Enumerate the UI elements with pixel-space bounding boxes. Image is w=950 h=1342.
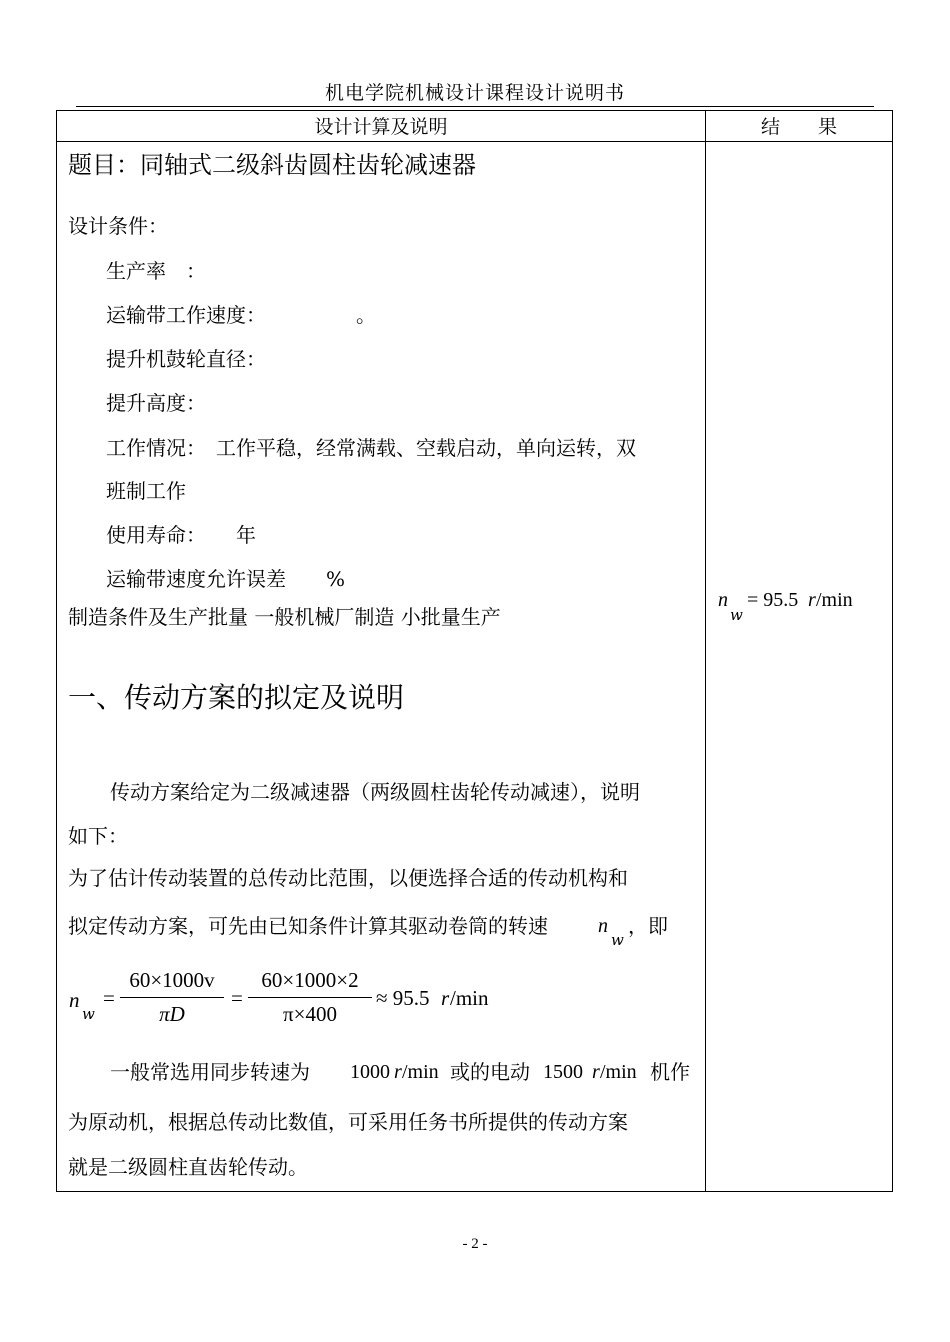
- para1-line2: 如下：: [68, 824, 128, 848]
- fraction-2-denominator: π×400: [283, 1002, 337, 1026]
- inline-n-subscript: w: [611, 931, 624, 949]
- fraction-1-denominator: πD: [159, 1002, 185, 1026]
- inline-n-symbol: n: [598, 915, 608, 937]
- condition-service-life: 使用寿命： 年: [106, 523, 256, 547]
- formula-unit-min: /min: [450, 986, 489, 1010]
- document-header-title: 机电学院机械设计课程设计说明书: [324, 82, 625, 104]
- section-1-title: 一、传动方案的拟定及说明: [68, 681, 405, 714]
- result-value: = 95.5: [747, 589, 799, 611]
- para2-line1: 为了估计传动装置的总传动比范围，以便选择合适的传动机构和: [68, 866, 628, 890]
- para3-unit-min-1: /min: [402, 1061, 439, 1083]
- topic-title: 题目：同轴式二级斜齿圆柱齿轮减速器: [68, 151, 476, 179]
- page-number: - 2 -: [462, 1236, 488, 1252]
- formula-fraction-1: [120, 968, 224, 1027]
- para3-speed-1000: 1000: [350, 1061, 390, 1083]
- condition-speed-tolerance: 运输带速度允许误差 %: [106, 567, 346, 591]
- condition-lift-height: 提升高度：: [106, 391, 206, 415]
- para3-line2: 为原动机，根据总传动比数值，可采用任务书所提供的传动方案: [68, 1110, 628, 1134]
- condition-work-line2: 班制工作: [106, 479, 186, 503]
- condition-work-line1: 工作情况： 工作平稳，经常满载、空载启动，单向运转，双: [106, 436, 636, 460]
- formula-lhs-n: n: [69, 988, 80, 1012]
- formula-equals-2: =: [231, 986, 243, 1010]
- column-header-calculation: 设计计算及说明: [314, 116, 448, 138]
- formula-lhs-subscript: w: [82, 1005, 95, 1023]
- para3-speed-1500: 1500: [543, 1061, 583, 1083]
- header-rule: [76, 106, 874, 107]
- formula-unit-r: r: [441, 986, 450, 1010]
- condition-belt-speed: 运输带工作速度： 。: [106, 303, 376, 327]
- formula-fraction-2: [248, 968, 372, 1027]
- formula-approx-value: ≈ 95.5: [376, 986, 430, 1010]
- formula-equals-1: =: [103, 986, 115, 1010]
- para3-line3: 就是二级圆柱直齿轮传动。: [68, 1155, 308, 1179]
- condition-drum-diameter: 提升机鼓轮直径：: [106, 347, 266, 371]
- fraction-1-numerator: 60×1000v: [129, 968, 215, 992]
- fraction-2-numerator: 60×1000×2: [261, 968, 359, 992]
- result-unit-min: /min: [816, 589, 853, 611]
- header-row-divider: [56, 141, 893, 142]
- result-n-subscript: w: [730, 606, 743, 624]
- para3-unit-r-1: r: [394, 1061, 402, 1083]
- para3-unit-r-2: r: [592, 1061, 600, 1083]
- para3-line1c: 机作: [650, 1060, 690, 1084]
- para2-line2b: ，即: [628, 914, 668, 938]
- result-unit-r: r: [808, 589, 816, 611]
- manufacturing-conditions: 制造条件及生产批量 一般机械厂制造 小批量生产: [68, 605, 501, 629]
- column-header-result: 结 果: [760, 116, 837, 138]
- para3-line1a: 一般常选用同步转速为: [110, 1060, 310, 1084]
- para1-line1: 传动方案给定为二级减速器（两级圆柱齿轮传动减速），说明: [110, 780, 640, 804]
- conditions-label: 设计条件：: [68, 214, 168, 238]
- para3-unit-min-2: /min: [600, 1061, 637, 1083]
- column-divider: [705, 110, 706, 1192]
- para2-line2a: 拟定传动方案，可先由已知条件计算其驱动卷筒的转速: [68, 914, 548, 938]
- para3-line1b: 或的电动: [450, 1060, 530, 1084]
- result-n-symbol: n: [718, 589, 728, 611]
- condition-productivity: 生产率 ：: [106, 259, 206, 283]
